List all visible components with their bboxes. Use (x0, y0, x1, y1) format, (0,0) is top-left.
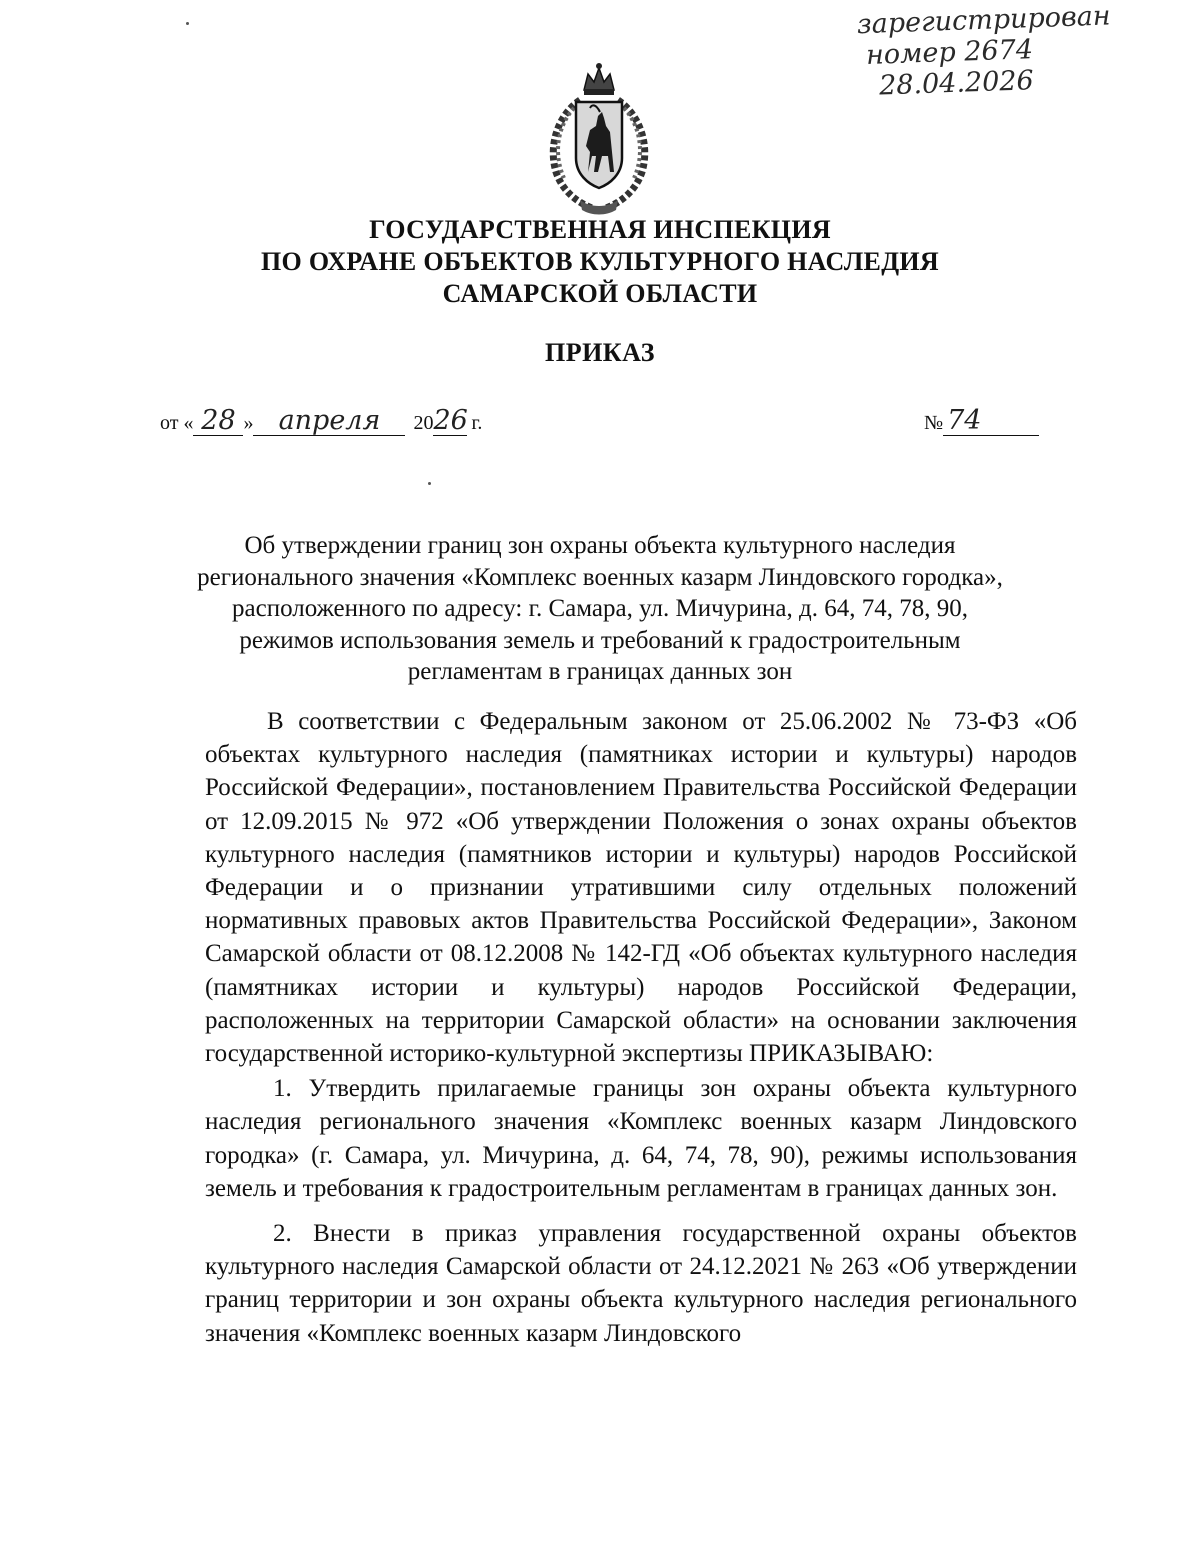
order-subject (160, 530, 1040, 688)
org-name-line-1: ГОСУДАРСТВЕННАЯ ИНСПЕКЦИЯ (369, 215, 831, 244)
subject-line-5: регламентам в границах данных зон (407, 658, 793, 685)
order-item-1: 1. Утвердить прилагаемые границы зон охраны объекта культурного наследия регионального значения «Комплекс военных казарм Линдовского городка» (г. Самара, ул. Мичурина, д. 64, 74, 78, 90), режимы использования земель и требования к градостроительным регламентам в границах данных зон. (205, 1075, 1077, 1202)
stamp-line-date: 28.04.2026 (878, 65, 1035, 102)
org-name-line-3: САМАРСКОЙ ОБЛАСТИ (442, 279, 758, 308)
date-year-suffix: 26 (433, 405, 468, 436)
date-quote-close: » (243, 412, 254, 434)
order-body (205, 705, 1077, 1350)
number-label: № (924, 412, 944, 434)
subject-line-4: режимов использования земель и требований к градостроительным (239, 626, 961, 654)
date-year-prefix: 20 (413, 412, 434, 434)
stamp-line-number: номер 2674 (865, 34, 1034, 71)
subject-line-1: Об утверждении границ зон охраны объекта культурного наследия (244, 532, 956, 559)
document-type-title: ПРИКАЗ (544, 338, 656, 367)
date-month: апреля (253, 407, 405, 436)
order-item-2: 2. Внести в приказ управления государственной охраны объектов культурного наследия Самарской области от 24.12.2021 № 263 «Об утверждении границ территории и зон охраны объекта культурного наследия регионального значения «Комплекс военных казарм Линдовского (205, 1220, 1077, 1347)
organization-header (100, 214, 1100, 310)
registration-stamp (856, 0, 1159, 102)
org-name-line-2: ПО ОХРАНЕ ОБЪЕКТОВ КУЛЬТУРНОГО НАСЛЕДИЯ (261, 247, 939, 276)
scan-speck (186, 22, 189, 25)
scan-speck (428, 482, 431, 485)
date-prefix: от « (160, 412, 194, 434)
coat-of-arms-icon (540, 60, 658, 218)
order-date (160, 407, 482, 436)
date-year-abbrev: г. (471, 412, 483, 434)
stamp-line-registered: зарегистрирован (856, 0, 1112, 41)
date-day: 28 (193, 407, 243, 436)
subject-line-2: регионального значения «Комплекс военных казарм Линдовского городка», (197, 563, 1003, 591)
order-number (924, 407, 1039, 436)
number-value: 74 (943, 407, 1039, 436)
subject-line-3: расположенного по адресу: г. Самара, ул. Мичурина, д. 64, 74, 78, 90, (232, 595, 968, 622)
preamble-paragraph: В соответствии с Федеральным законом от 25.06.2002 № 73-ФЗ «Об объектах культурного наследия (памятниках истории и культуры) народов Российской Федерации», постановлением Правительства Российской Федерации от 12.09.2015 № 972 «Об утверждении Положения о зонах охраны объектов культурного наследия (памятников истории и культуры) народов Российской Федерации и о признании утратившими силу отдельных положений нормативных правовых актов Правительства Российской Федерации», Законом Самарской области от 08.12.2008 № 142-ГД «Об объектах культурного наследия (памятниках истории и культуры) народов Российской Федерации, расположенных на территории Самарской области» на основании заключения государственной историко-культурной экспертизы ПРИКАЗЫВАЮ: (205, 708, 1077, 1068)
